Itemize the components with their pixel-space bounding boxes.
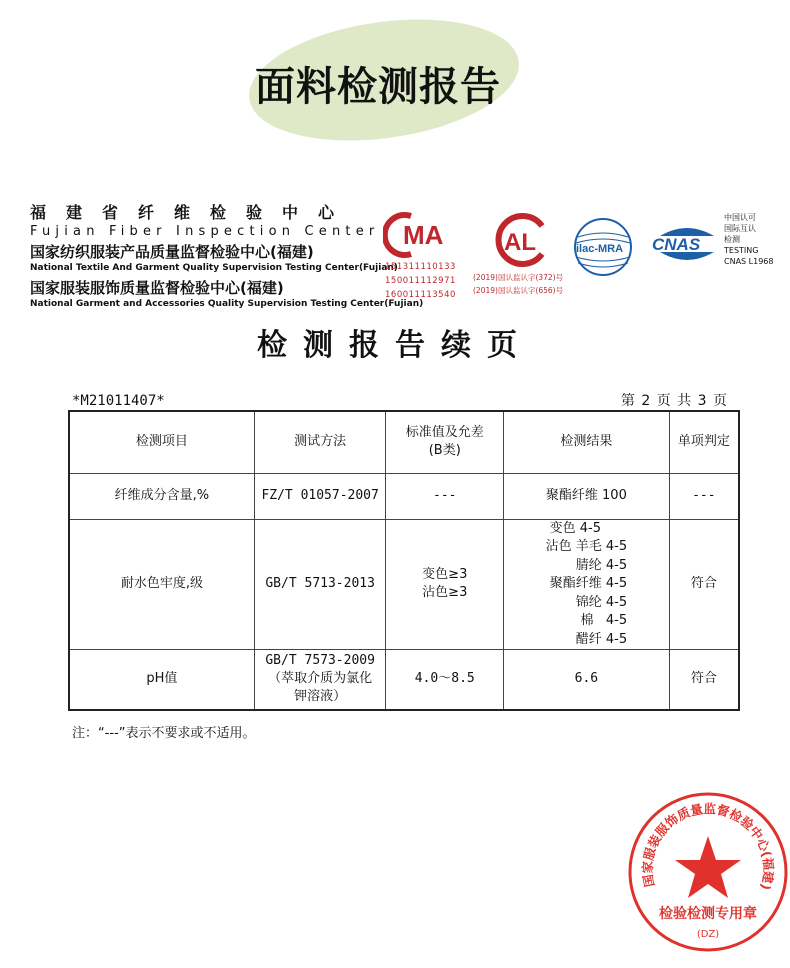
result-line: 聚酯纤维 4-5 [549,576,628,591]
cell-result: 6.6 [504,650,670,710]
org-center-textile-cn: 国家纺织服装产品质量监督检验中心(福建) [30,243,314,261]
result-line: 棉 4-5 [580,613,628,628]
cell-standard [386,519,504,650]
cnas-line: 中国认可 [724,213,756,222]
cal-logo [490,212,554,268]
cma-number: 150011112971 [385,276,456,286]
page-info: 第 2 页 共 3 页 [620,393,728,409]
cnas-description [724,212,773,267]
cell-item: 纤维成分含量,% [69,473,254,519]
table-row [69,473,739,519]
cnas-line: CNAS L1968 [724,257,774,266]
cal-numbers [473,271,563,297]
table-note: 注：“---”表示不要求或不适用。 [72,726,256,741]
cell-standard: --- [386,473,504,519]
standard-line: 沾色≥3 [422,585,468,601]
cell-method: FZ/T 01057-2007 [254,473,386,519]
cma-number: 160011113540 [385,290,456,300]
cell-item: pH值 [69,650,254,710]
table-row [69,519,739,650]
cell-method: GB/T 5713-2013 [254,519,386,650]
org-name-cn: 福建省纤维检验中心 [30,203,355,222]
org-name-en: Fujian Fiber Inspection Center [30,224,380,239]
cnas-logo [650,218,724,268]
cma-logo-text: MA [403,220,444,250]
table-row [69,650,739,710]
report-heading: 检测报告续页 [257,328,533,363]
cma-number: 151311110133 [385,262,456,272]
cell-standard: 4.0～8.5 [386,650,504,710]
header-result: 检测结果 [504,411,670,473]
ilac-mra-logo [570,217,636,277]
seal-ring-text: 国家服装服饰质量监督检验中心(福建) [639,801,777,892]
standard-line: 变色≥3 [422,567,468,583]
report-number: *M21011407* [72,393,165,409]
cal-number: (2019)国认监认字(656)号 [473,286,564,295]
header-standard-class: (B类) [428,443,461,459]
cal-number: (2019)国认监认字(372)号 [473,273,564,282]
header-method: 测试方法 [254,411,386,473]
method-line: 钾溶液） [294,689,347,705]
result-list [546,520,628,650]
method-line: GB/T 7573-2009 [265,653,375,669]
seal-purpose: 检验检测专用章 [659,906,757,922]
seal-code: (DZ) [696,929,720,940]
result-line: 沾色 羊毛 4-5 [545,539,628,554]
cell-result [504,519,670,650]
cnas-logo-text: CNAS [652,235,701,254]
cma-numbers [385,260,456,302]
method-line: （萃取介质为氯化 [268,671,373,687]
cnas-line: 检测 [724,235,740,244]
cal-logo-text: AL [504,229,536,256]
org-center-garment-cn: 国家服装服饰质量监督检验中心(福建) [30,279,284,297]
org-center-textile-en: National Textile And Garment Quality Supervision Testing Center(Fujian) [30,263,398,273]
inspection-seal [626,790,790,954]
cell-item: 耐水色牢度,级 [69,519,254,650]
result-line: 锦纶 4-5 [575,594,628,610]
test-results-table [68,410,740,711]
table-header-row [69,411,739,473]
result-line: 变色 4-5 [549,520,601,536]
header-standard-line: 标准值及允差 [405,425,484,441]
header-item: 检测项目 [69,411,254,473]
cell-verdict: --- [669,473,739,519]
cnas-line: 国际互认 [724,224,756,233]
cell-verdict: 符合 [669,650,739,710]
header-standard [386,411,504,473]
header-verdict: 单项判定 [669,411,739,473]
org-center-garment-en: National Garment and Accessories Quality Supervision Testing Center(Fujian) [30,299,424,309]
star-icon [675,836,741,898]
cell-method [254,650,386,710]
result-line: 醋纤 4-5 [575,631,628,647]
cell-result: 聚酯纤维 100 [504,473,670,519]
banner-title: 面料检测报告 [255,64,501,110]
cma-logo [383,210,463,260]
cell-verdict: 符合 [669,519,739,650]
result-line: 腈纶 4-5 [575,557,628,573]
cnas-line: TESTING [724,246,759,255]
ilac-logo-text: ilac-MRA [576,243,624,255]
